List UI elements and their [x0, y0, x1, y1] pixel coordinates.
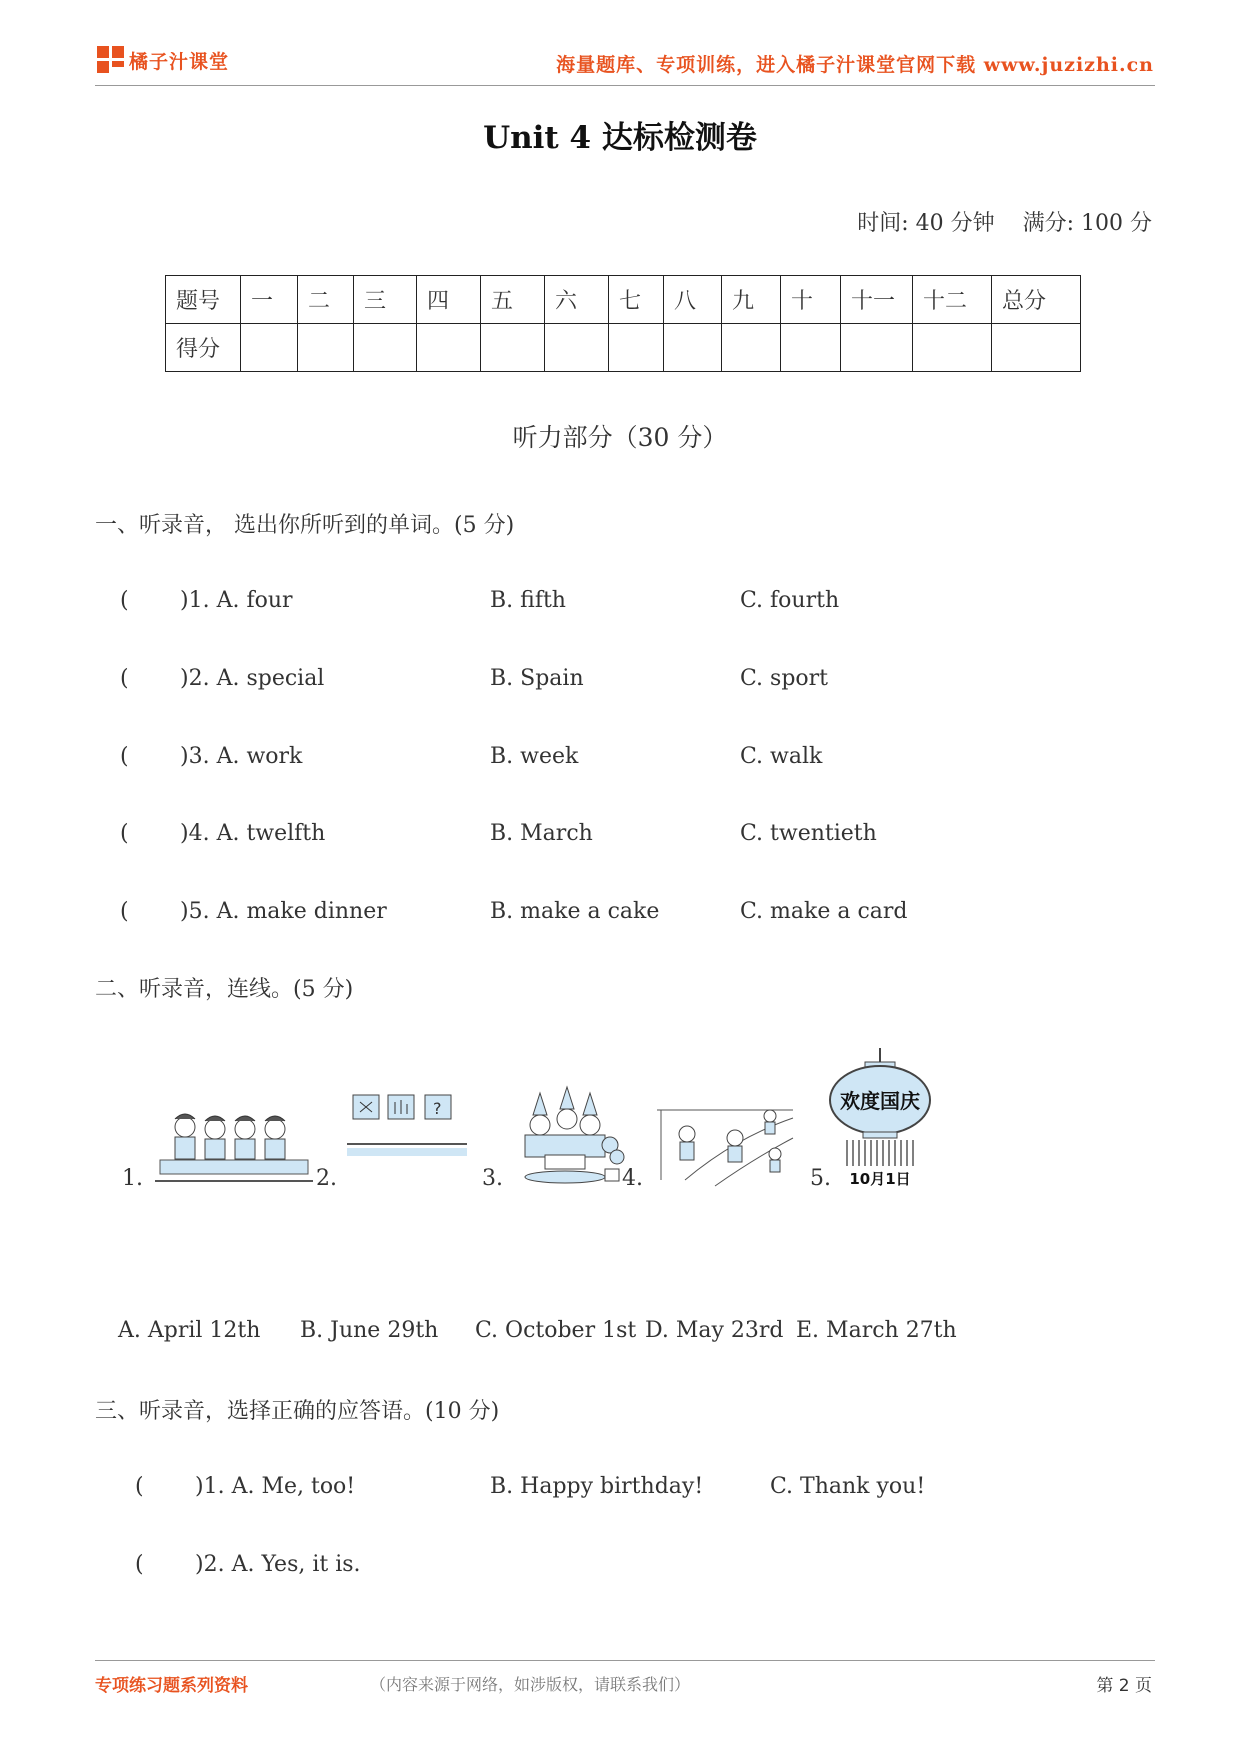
score-cell[interactable] [722, 324, 781, 372]
table-cell: 四 [417, 276, 481, 324]
score-cell[interactable] [664, 324, 722, 372]
q1-heading: 一、听录音， 选出你所听到的单词。(5 分) [95, 513, 515, 538]
q3-option-c: C. Thank you! [770, 1474, 926, 1499]
picture-number: 3. [482, 1166, 503, 1191]
score-table-score-row [166, 324, 1081, 372]
q1-option-c: C. make a card [740, 899, 908, 924]
logo-icon [97, 46, 125, 74]
table-cell: 八 [664, 276, 722, 324]
score-cell[interactable] [417, 324, 481, 372]
q1-item-stem: )1. A. four [180, 588, 293, 613]
picture-number: 2. [316, 1166, 337, 1191]
table-cell: 二 [298, 276, 354, 324]
answer-paren[interactable]: ( [120, 588, 129, 613]
lantern-text: 欢度国庆 [840, 1089, 920, 1113]
q2-option: C. October 1st [475, 1318, 637, 1343]
svg-text:?: ? [433, 1099, 442, 1118]
footer-copyright-note: （内容来源于网络，如涉版权，请联系我们） [370, 1675, 691, 1694]
q2-option: B. June 29th [300, 1318, 439, 1343]
table-cell: 题号 [166, 276, 241, 324]
score-cell[interactable] [781, 324, 841, 372]
q3-option-b: B. Happy birthday! [490, 1474, 704, 1499]
table-cell: 十 [781, 276, 841, 324]
picture-number: 1. [122, 1166, 143, 1191]
score-cell[interactable] [609, 324, 664, 372]
q3-heading: 三、听录音，选择正确的应答语。(10 分) [95, 1399, 500, 1424]
table-cell: 七 [609, 276, 664, 324]
brand-logo [97, 46, 229, 74]
q1-option-b: B. make a cake [490, 899, 660, 924]
q1-option-c: C. twentieth [740, 821, 877, 846]
birthday-party-picture [505, 1085, 625, 1185]
score-cell[interactable] [354, 324, 417, 372]
answer-paren[interactable]: ( [120, 821, 129, 846]
score-cell[interactable] [545, 324, 609, 372]
page-number: 第 2 页 [1096, 1676, 1152, 1696]
score-table-header-row [166, 276, 1081, 324]
q1-option-c: C. walk [740, 744, 823, 769]
table-cell: 得分 [166, 324, 241, 372]
listening-section-title: 听力部分（30 分） [512, 423, 728, 452]
table-cell: 九 [722, 276, 781, 324]
q3-item-stem: )2. A. Yes, it is. [195, 1552, 361, 1577]
score-cell[interactable] [841, 324, 913, 372]
time-info: 时间: 40 分钟 满分: 100 分 [857, 211, 1152, 236]
q2-option: E. March 27th [796, 1318, 957, 1343]
sports-race-picture [655, 1098, 795, 1188]
q1-option-c: C. sport [740, 666, 829, 691]
q1-option-b: B. fifth [490, 588, 566, 613]
q1-item-stem: )4. A. twelfth [180, 821, 326, 846]
footer-series-label: 专项练习题系列资料 [95, 1676, 248, 1696]
table-cell: 六 [545, 276, 609, 324]
table-cell: 一 [241, 276, 298, 324]
header-slogan: 海量题库、专项训练，进入橘子汁课堂官网下载 www.juzizhi.cn [556, 54, 1154, 76]
q1-option-c: C. fourth [740, 588, 840, 613]
answer-paren[interactable]: ( [120, 899, 129, 924]
page-title: Unit 4 达标检测卷 [483, 120, 757, 156]
score-table [165, 275, 1081, 372]
q1-item-stem: )2. A. special [180, 666, 325, 691]
q1-option-b: B. week [490, 744, 579, 769]
answer-paren[interactable]: ( [120, 744, 129, 769]
answer-paren[interactable]: ( [120, 666, 129, 691]
q2-option: A. April 12th [118, 1318, 261, 1343]
answer-paren[interactable]: ( [135, 1474, 144, 1499]
table-cell: 总分 [992, 276, 1081, 324]
score-cell[interactable] [481, 324, 545, 372]
children-making-cards-picture [150, 1105, 318, 1185]
table-cell: 三 [354, 276, 417, 324]
header-divider [95, 85, 1155, 86]
national-day-lantern-picture [825, 1048, 935, 1188]
wall-calendar-picture [345, 1090, 470, 1160]
q1-option-b: B. Spain [490, 666, 584, 691]
q3-item-stem: )1. A. Me, too! [195, 1474, 356, 1499]
picture-number: 4. [622, 1166, 643, 1191]
q2-heading: 二、听录音，连线。(5 分) [95, 977, 354, 1002]
score-cell[interactable] [298, 324, 354, 372]
table-cell: 十二 [913, 276, 992, 324]
lantern-date: 10月1日 [849, 1170, 911, 1188]
footer-divider [95, 1660, 1155, 1661]
score-cell[interactable] [241, 324, 298, 372]
picture-number: 5. [810, 1166, 831, 1191]
q1-item-stem: )3. A. work [180, 744, 303, 769]
table-cell: 十一 [841, 276, 913, 324]
table-cell: 五 [481, 276, 545, 324]
q1-item-stem: )5. A. make dinner [180, 899, 387, 924]
score-cell[interactable] [913, 324, 992, 372]
q1-option-b: B. March [490, 821, 593, 846]
q2-option: D. May 23rd [645, 1318, 784, 1343]
score-cell[interactable] [992, 324, 1081, 372]
brand-name: 橘子汁课堂 [129, 50, 230, 73]
answer-paren[interactable]: ( [135, 1552, 144, 1577]
